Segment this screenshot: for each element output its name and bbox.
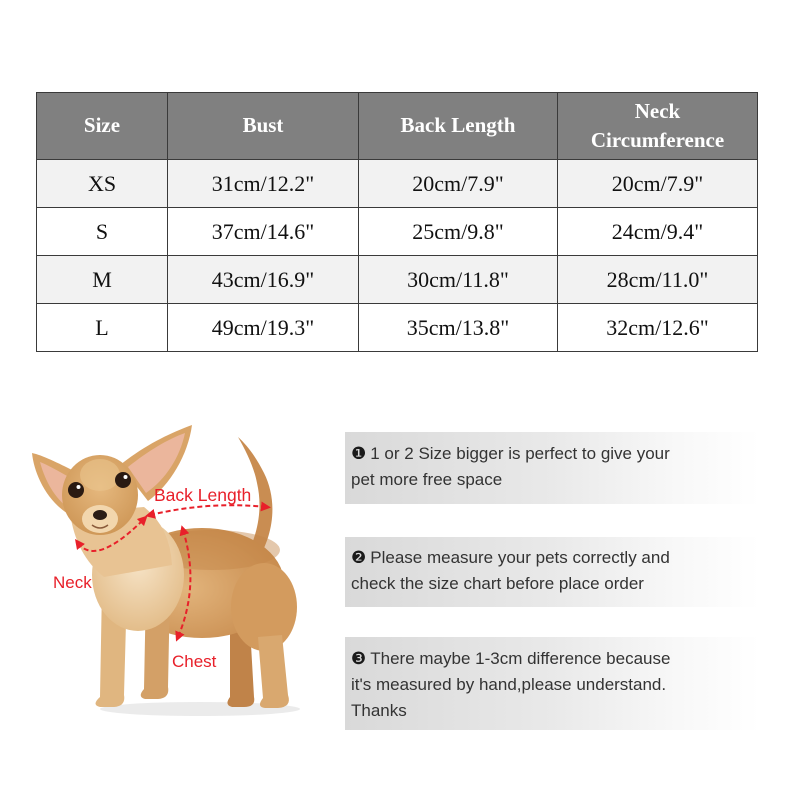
note-text: pet more free space: [351, 470, 503, 489]
note-line: [351, 672, 760, 698]
header-bust: Bust: [168, 93, 359, 160]
back-length-cell: 25cm/9.8": [359, 208, 558, 256]
dog-forehead: [80, 459, 120, 491]
note-text: check the size chart before place order: [351, 574, 644, 593]
note-line: [351, 441, 760, 467]
bust-cell: 37cm/14.6": [168, 208, 359, 256]
size-chart-table: [36, 92, 758, 352]
size-cell: XS: [37, 160, 168, 208]
neck-cell: 28cm/11.0": [558, 256, 758, 304]
note-size-advice: [345, 432, 760, 504]
dog-eye-left-highlight: [77, 485, 81, 489]
back-length-measure-line: [150, 505, 266, 515]
note-line: [351, 545, 760, 571]
number-1-icon: ❶: [351, 444, 367, 464]
size-cell: L: [37, 304, 168, 352]
dog-eye-left: [68, 482, 84, 498]
size-cell: M: [37, 256, 168, 304]
note-line: [351, 467, 760, 493]
note-measure-advice: [345, 537, 760, 607]
note-text: 1 or 2 Size bigger is perfect to give your: [370, 444, 670, 463]
dog-measurement-diagram: [20, 415, 320, 725]
table-row: [37, 256, 758, 304]
back-length-cell: 30cm/11.8": [359, 256, 558, 304]
note-line: [351, 646, 760, 672]
bust-cell: 43cm/16.9": [168, 256, 359, 304]
back-length-label: Back Length: [154, 485, 252, 505]
dog-nose: [93, 510, 107, 520]
neck-label: Neck: [53, 573, 92, 592]
dog-eye-right-highlight: [124, 475, 128, 479]
note-text: it's measured by hand,please understand.: [351, 675, 667, 694]
table-row: [37, 160, 758, 208]
table-row: [37, 304, 758, 352]
table-row: [37, 208, 758, 256]
header-neck-circumference: Neck Circumference: [558, 93, 758, 160]
back-length-cell: 35cm/13.8": [359, 304, 558, 352]
neck-cell: 24cm/9.4": [558, 208, 758, 256]
table-header-row: [37, 93, 758, 160]
note-text: Please measure your pets correctly and: [370, 548, 670, 567]
note-text: Thanks: [351, 701, 407, 720]
chest-label: Chest: [172, 652, 217, 671]
dog-rear-leg-near: [258, 635, 289, 708]
back-length-cell: 20cm/7.9": [359, 160, 558, 208]
header-size: Size: [37, 93, 168, 160]
note-difference-advice: [345, 637, 760, 730]
note-line: [351, 698, 760, 724]
bust-cell: 49cm/19.3": [168, 304, 359, 352]
number-3-icon: ❸: [351, 649, 367, 669]
size-cell: S: [37, 208, 168, 256]
note-line: [351, 571, 760, 597]
neck-cell: 32cm/12.6": [558, 304, 758, 352]
neck-cell: 20cm/7.9": [558, 160, 758, 208]
dog-eye-right: [115, 472, 131, 488]
bust-cell: 31cm/12.2": [168, 160, 359, 208]
note-text: There maybe 1-3cm difference because: [370, 649, 671, 668]
header-back-length: Back Length: [359, 93, 558, 160]
number-2-icon: ❷: [351, 548, 367, 568]
